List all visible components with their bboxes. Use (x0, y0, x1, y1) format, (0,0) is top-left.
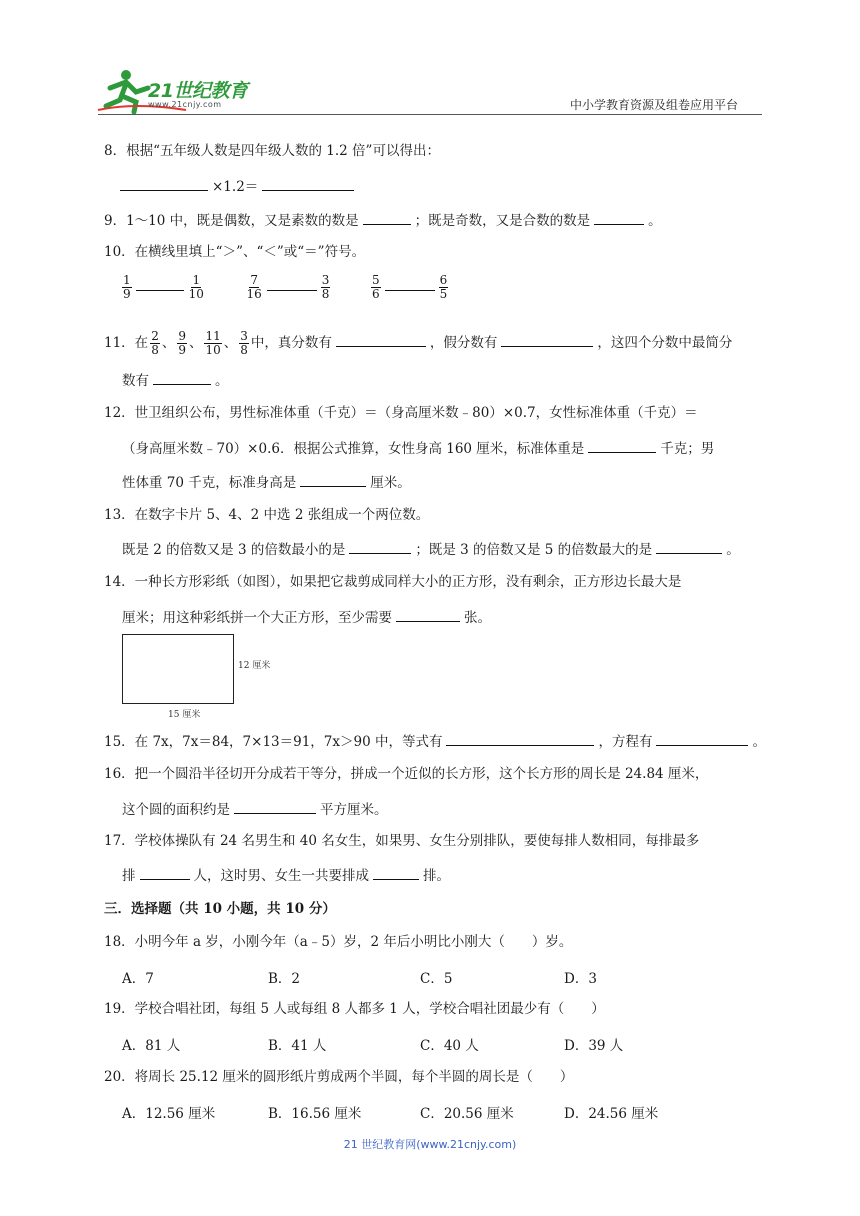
question-10 (104, 243, 365, 261)
q19-option-b[interactable]: B．41 人 (268, 1038, 327, 1054)
q18-option-a[interactable]: A．7 (122, 971, 154, 987)
q13-line-2: 既是 2 的倍数又是 3 的倍数最小的是 ；既是 3 的倍数又是 5 的倍数最大的是 。 (122, 539, 740, 559)
question-11: 11．在 $\frac{2}{8}$ 、 $\frac{9}{9}$ 、 $\frac{11}{10}$ 、 $\frac{3}{8}$ 中，真分数有 ，假分数有 ，这四个分数中最简分 (104, 329, 733, 357)
question-8 (104, 142, 440, 160)
q16-line-2: 这个圆的面积约是 平方厘米。 (122, 799, 388, 819)
q9-blank-2[interactable] (594, 210, 644, 225)
q12-blank-1[interactable] (588, 438, 656, 453)
q8-mult: ×1.2＝ (212, 179, 259, 195)
q11-text-a: 11．在 (104, 335, 149, 351)
q10-frac-1a: $\frac{1}{9}$ (123, 273, 131, 301)
q10-blank-1[interactable] (136, 276, 184, 291)
header-divider (98, 114, 762, 115)
question-14 (104, 573, 681, 591)
q17-blank-1[interactable] (140, 865, 190, 880)
q16-line-1: 16．把一个圆沿半径切开分成若干等分，拼成一个近似的长方形，这个长方形的周长是 24.84 厘米， (104, 766, 709, 782)
q19-option-d[interactable]: D．39 人 (564, 1038, 624, 1054)
rect-width-label: 15 厘米 (168, 710, 201, 720)
q20-option-b[interactable]: B．16.56 厘米 (268, 1106, 362, 1122)
question-20: 20．将周长 25.12 厘米的圆形纸片剪成两个半圆，每个半圆的周长是（ ） (104, 1069, 574, 1085)
q11-line-2 (122, 370, 229, 390)
q11-blank-2[interactable] (501, 332, 593, 347)
header-platform-name: 中小学教育资源及组卷应用平台 (570, 98, 739, 112)
q12-blank-2[interactable] (300, 472, 366, 487)
q10-frac-2b: $\frac{3}{8}$ (321, 273, 330, 301)
q10-text: 10．在横线里填上“＞”、“＜”或“＝”符号。 (104, 244, 366, 260)
q17-line-1: 17．学校体操队有 24 名男生和 40 名女生，如果男、女生分别排队，要使每排人数相同，每排最多 (104, 833, 700, 849)
q18-option-b[interactable]: B．2 (268, 971, 301, 987)
q18-option-d[interactable]: D．3 (564, 971, 597, 987)
q9-text-b: ；既是奇数，又是合数的数是 (414, 213, 591, 229)
q17-blank-2[interactable] (373, 865, 419, 880)
q15-blank-2[interactable] (656, 731, 748, 746)
question-13 (104, 506, 429, 524)
q14-line-2: 厘米；用这种彩纸拼一个大正方形，至少需要 张。 (122, 607, 491, 627)
logo-subtext: www.21cnjy.com (148, 100, 222, 109)
question-12 (104, 404, 698, 422)
question-16 (104, 765, 708, 783)
q11-frac-3: $\frac{11}{10}$ (205, 329, 221, 357)
question-15: 15．在 7x，7x＝84，7×13＝91，7x＞90 中，等式有 ，方程有 。 (104, 731, 766, 751)
q11-frac-2: $\frac{9}{9}$ (178, 329, 186, 357)
q10-frac-3b: $\frac{6}{5}$ (439, 273, 448, 301)
q10-frac-1b: $\frac{1}{10}$ (188, 273, 204, 301)
q11-text-e: 数有 (122, 373, 149, 389)
q9-text-c: 。 (648, 213, 662, 229)
q10-comparisons (120, 274, 450, 301)
section-3-title: 三．选择题（共 10 小题，共 10 分） (104, 901, 336, 917)
q11-text-f: 。 (215, 373, 229, 389)
rect-height-label: 12 厘米 (238, 661, 271, 671)
q19-option-a[interactable]: A．81 人 (122, 1038, 181, 1054)
q13-blank-1[interactable] (349, 539, 411, 554)
footer-link[interactable]: 21 世纪教育网(www.21cnjy.com) (343, 1138, 517, 1151)
q14-line-1: 14．一种长方形彩纸（如图），如果把它裁剪成同样大小的正方形，没有剩余，正方形边长最大是 (104, 574, 682, 590)
q19-option-c[interactable]: C．40 人 (420, 1038, 479, 1054)
question-19: 19．学校合唱社团，每组 5 人或每组 8 人都多 1 人，学校合唱社团最少有（ ） (104, 1001, 605, 1017)
q12-line-3: 性体重 70 千克，标准身高是 厘米。 (122, 472, 411, 492)
q11-frac-1: $\frac{2}{8}$ (151, 329, 159, 357)
q17-line-2: 排 人，这时男、女生一共要排成 排。 (122, 865, 450, 885)
question-17 (104, 832, 699, 850)
q20-option-c[interactable]: C．20.56 厘米 (420, 1106, 514, 1122)
q11-blank-3[interactable] (153, 370, 211, 385)
q8-blank-1[interactable] (120, 176, 208, 191)
q10-blank-3[interactable] (385, 276, 435, 291)
q8-equation (120, 176, 358, 196)
question-18: 18．小明今年 a 岁，小刚今年（a﹣5）岁，2 年后小明比小刚大（ ）岁。 (104, 934, 573, 950)
q8-text: 8．根据“五年级人数是四年级人数的 1.2 倍”可以得出： (104, 143, 440, 159)
q11-text-d: ，这四个分数中最简分 (597, 335, 733, 351)
q15-blank-1[interactable] (446, 731, 594, 746)
q18-option-c[interactable]: C．5 (420, 971, 453, 987)
q9-text-a: 9．1～10 中，既是偶数，又是素数的数是 (104, 213, 359, 229)
q13-line-1: 13．在数字卡片 5、4、2 中选 2 张组成一个两位数。 (104, 507, 430, 523)
q8-blank-2[interactable] (262, 176, 354, 191)
paper-rectangle-figure (122, 634, 234, 704)
q10-frac-3a: $\frac{5}{6}$ (372, 273, 380, 301)
q11-text-b: 中，真分数有 (250, 335, 332, 351)
q11-blank-1[interactable] (336, 332, 426, 347)
q12-line-1: 12．世卫组织公布，男性标准体重（千克）＝（身高厘米数﹣80）×0.7，女性标准体重（千克）＝ (104, 405, 698, 421)
q20-option-d[interactable]: D．24.56 厘米 (564, 1106, 659, 1122)
q11-text-c: ，假分数有 (429, 335, 498, 351)
q11-frac-4: $\frac{3}{8}$ (240, 329, 248, 357)
q13-blank-2[interactable] (656, 539, 722, 554)
logo-text: 21世纪教育 (148, 80, 248, 102)
q10-frac-2a: $\frac{7}{16}$ (246, 273, 262, 301)
q14-blank-2[interactable] (396, 607, 460, 622)
q20-option-a[interactable]: A．12.56 厘米 (122, 1106, 216, 1122)
q16-blank-1[interactable] (234, 799, 316, 814)
q9-blank-1[interactable] (363, 210, 411, 225)
q12-line-2: （身高厘米数﹣70）×0.6．根据公式推算，女性身高 160 厘米，标准体重是 千克；男 (122, 438, 714, 458)
question-9 (104, 210, 662, 230)
q10-blank-2[interactable] (267, 276, 317, 291)
